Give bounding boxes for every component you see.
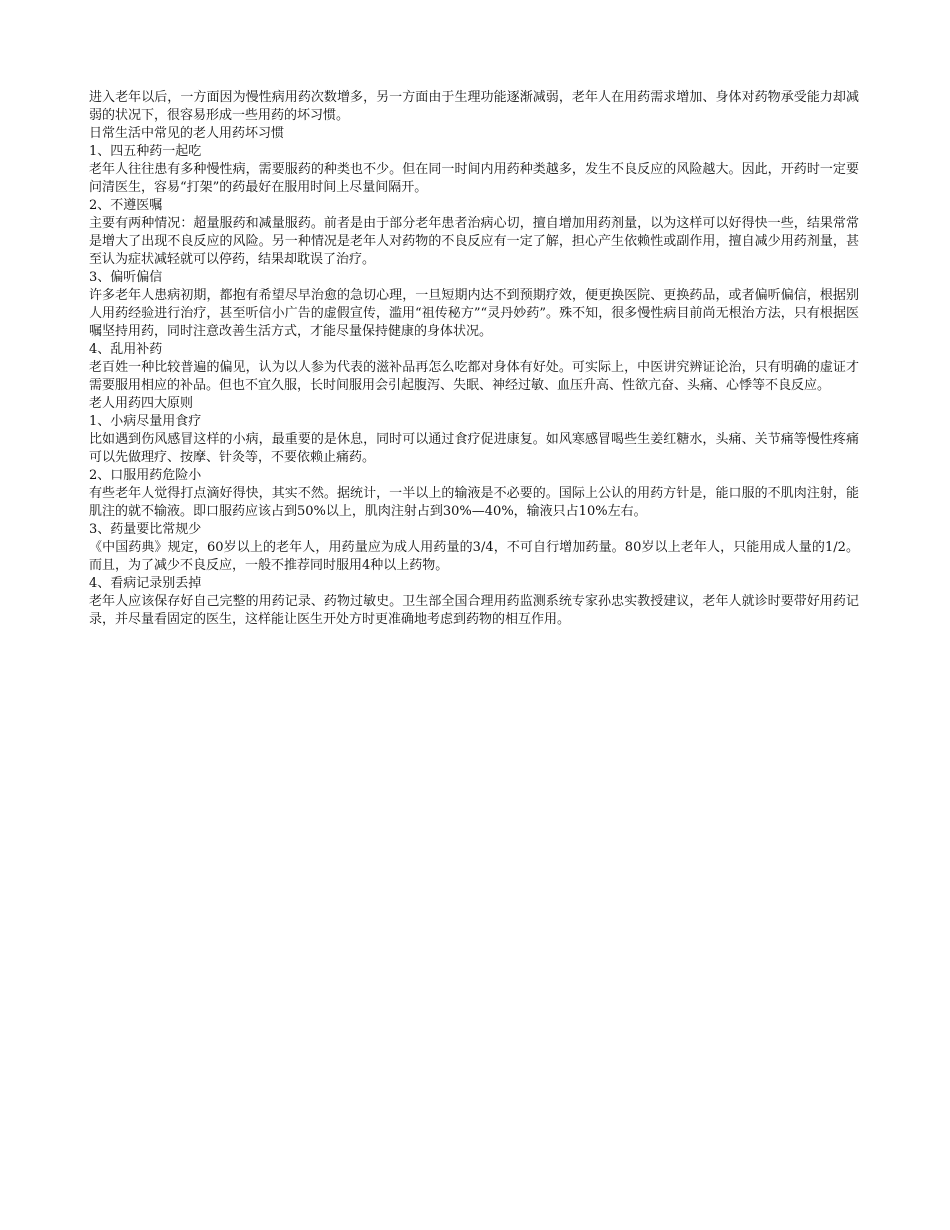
section-title-bad-habits: 日常生活中常见的老人用药坏习惯	[89, 126, 285, 141]
item-body: 比如遇到伤风感冒这样的小病，最重要的是休息，同时可以通过食疗促进康复。如风寒感冒喝些生姜红糖水，头痛、关节痛等慢性疼痛可以先做理疗、按摩、针灸等，不要依赖止痛药。	[89, 432, 859, 465]
section-title-principles: 老人用药四大原则	[89, 396, 194, 411]
item-heading: 1、四五种药一起吃	[89, 144, 202, 159]
item-heading: 3、偏听偏信	[89, 270, 163, 285]
item-body: 有些老年人觉得打点滴好得快，其实不然。据统计，一半以上的输液是不必要的。国际上公认的用药方针是，能口服的不肌肉注射，能肌注的就不输液。即口服药应该占到50%以上，肌肉注射占到30%—40%，输液只占10%左右。	[89, 486, 859, 519]
item-body: 《中国药典》规定，60岁以上的老年人，用药量应为成人用药量的3/4，不可自行增加药量。80岁以上老年人，只能用成人量的1/2。而且，为了减少不良反应，一般不推荐同时服用4种以上药物。	[89, 540, 859, 573]
item-body: 老年人应该保存好自己完整的用药记录、药物过敏史。卫生部全国合理用药监测系统专家孙忠实教授建议，老年人就诊时要带好用药记录，并尽量看固定的医生，这样能让医生开处方时更准确地考虑到药物的相互作用。	[89, 594, 859, 627]
item-heading: 4、乱用补药	[89, 342, 163, 357]
item-heading: 2、不遵医嘱	[89, 198, 163, 213]
intro-paragraph: 进入老年以后，一方面因为慢性病用药次数增多，另一方面由于生理功能逐渐减弱，老年人在用药需求增加、身体对药物承受能力却减弱的状况下，很容易形成一些用药的坏习惯。	[89, 90, 859, 123]
item-heading: 1、小病尽量用食疗	[89, 414, 202, 429]
item-body: 许多老年人患病初期，都抱有希望尽早治愈的急切心理，一旦短期内达不到预期疗效，便更换医院、更换药品，或者偏听偏信，根据别人用药经验进行治疗，甚至听信小广告的虚假宣传，滥用“祖传秘方”“灵丹妙药”。殊不知，很多慢性病目前尚无根治方法，只有根据医嘱坚持用药，同时注意改善生活方式，才能尽量保持健康的身体状况。	[89, 288, 859, 339]
item-heading: 2、口服用药危险小	[89, 468, 202, 483]
item-body: 主要有两种情况：超量服药和减量服药。前者是由于部分老年患者治病心切，擅自增加用药剂量，以为这样可以好得快一些，结果常常是增大了出现不良反应的风险。另一种情况是老年人对药物的不良反应有一定了解，担心产生依赖性或副作用，擅自减少用药剂量，甚至认为症状减轻就可以停药，结果却耽误了治疗。	[89, 216, 859, 267]
item-heading: 3、药量要比常规少	[89, 522, 202, 537]
item-body: 老年人往往患有多种慢性病，需要服药的种类也不少。但在同一时间内用药种类越多，发生不良反应的风险越大。因此，开药时一定要问清医生，容易“打架”的药最好在服用时间上尽量间隔开。	[89, 162, 859, 195]
document-page	[89, 89, 859, 629]
item-heading: 4、看病记录别丢掉	[89, 576, 202, 591]
item-body: 老百姓一种比较普遍的偏见，认为以人参为代表的滋补品再怎么吃都对身体有好处。可实际上，中医讲究辨证论治，只有明确的虚证才需要服用相应的补品。但也不宜久服，长时间服用会引起腹泻、失眠、神经过敏、血压升高、性欲亢奋、头痛、心悸等不良反应。	[89, 360, 859, 393]
